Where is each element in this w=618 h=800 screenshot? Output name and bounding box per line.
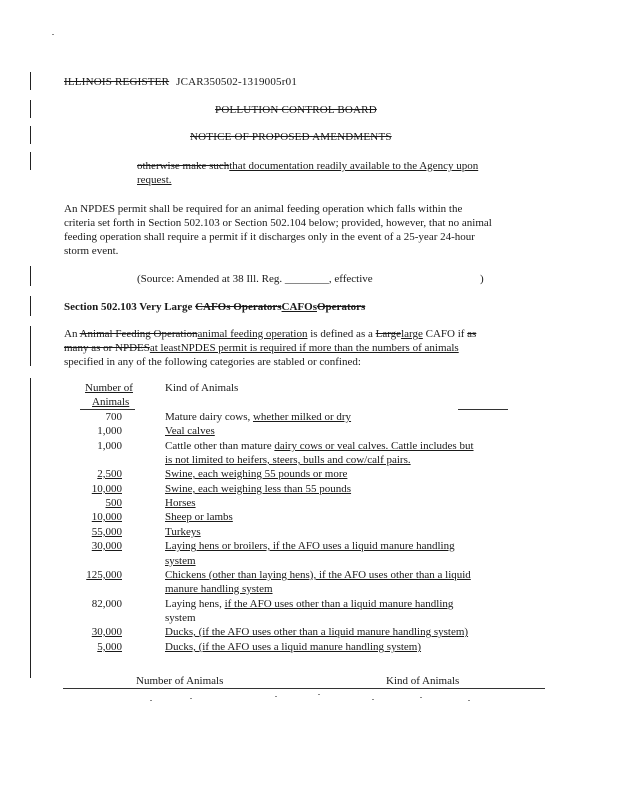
intro-line-2: request. — [137, 174, 172, 186]
npdes-line-2: criteria set forth in Section 502.103 or Section 502.104 below; provided, however, that no animal — [64, 217, 492, 229]
def-mid: is defined as a — [307, 328, 376, 340]
change-bar — [30, 72, 31, 90]
scan-speck — [52, 34, 54, 35]
section-number: Section 502.103 Very Large — [64, 301, 196, 313]
npdes-line-1: An NPDES permit shall be required for an animal feeding operation which falls within the — [64, 203, 463, 215]
row-number: 2,500 — [97, 468, 122, 480]
header-rule-left — [80, 409, 135, 410]
row-kind-underlined: Sheep or lambs — [165, 511, 233, 523]
change-bar — [30, 326, 31, 366]
row-number: 1,000 — [97, 440, 122, 452]
source-note — [137, 273, 373, 286]
footer-rule — [63, 688, 545, 689]
scan-speck — [150, 700, 152, 701]
row-kind — [165, 626, 515, 639]
change-bar — [30, 378, 31, 678]
section-tail: Operators — [317, 301, 366, 313]
row-kind-underlined: Swine, each weighing less than 55 pounds — [165, 483, 352, 495]
row-kind — [165, 526, 515, 539]
row-kind — [165, 454, 515, 467]
intro-line-1 — [137, 160, 478, 173]
change-bar — [30, 126, 31, 144]
col-number-header-2: Animals — [92, 396, 130, 408]
row-number: 55,000 — [91, 526, 122, 538]
col-kind-header: Kind of Animals — [165, 382, 239, 394]
scan-speck — [468, 700, 470, 701]
row-kind — [165, 511, 515, 524]
row-kind — [165, 583, 515, 596]
row-kind-underlined: Turkeys — [165, 526, 201, 538]
row-kind — [165, 569, 515, 582]
row-kind-underlined: whether milked or dry — [252, 411, 352, 423]
row-kind-underlined: Veal calves — [165, 425, 215, 437]
def-struck3: as — [467, 328, 477, 340]
source-prefix: (Source: Amended at 38 Ill. Reg. — [137, 273, 285, 285]
row-kind — [165, 497, 515, 510]
def-struck4: many as or NPDES — [64, 342, 150, 354]
row-kind-plain: Laying hens, — [165, 598, 225, 610]
register-header — [64, 76, 297, 89]
row-kind — [165, 468, 515, 481]
npdes-line-4: storm event. — [64, 245, 119, 257]
row-kind — [165, 411, 515, 424]
row-number: 10,000 — [91, 483, 122, 495]
row-number: 82,000 — [91, 598, 122, 610]
board-title: POLLUTION CONTROL BOARD — [215, 104, 377, 116]
row-number: 500 — [105, 497, 122, 509]
scan-speck — [275, 696, 277, 697]
row-number: 30,000 — [91, 540, 122, 552]
def-struck1: Animal Feeding Operation — [79, 328, 198, 340]
def-new3: NPDES permit is required if more than the numbers of animals — [180, 342, 459, 354]
row-kind-underlined: Ducks, (if the AFO uses a liquid manure handling system) — [165, 641, 422, 653]
scan-speck — [190, 698, 192, 699]
row-kind-underlined: Ducks, (if the AFO uses other than a liquid manure handling system) — [165, 626, 469, 638]
definition-line-3: specified in any of the following categories are stabled or confined: — [64, 356, 361, 368]
col-number-header-1: Number of — [85, 382, 133, 394]
row-kind-underlined: Swine, each weighing 55 pounds or more — [165, 468, 348, 480]
header-rule-right — [458, 409, 508, 410]
register-struck: ILLINOIS REGISTER — [64, 76, 170, 88]
row-number: 700 — [105, 411, 122, 423]
row-kind — [165, 483, 515, 496]
scan-speck — [372, 699, 374, 700]
section-new: CAFOs — [281, 301, 317, 313]
source-blank: ________ — [284, 273, 329, 285]
row-kind-underlined: Laying hens or broilers, if the AFO uses a liquid manure handling — [165, 540, 455, 552]
intro-struck: otherwise make such — [137, 160, 230, 172]
def-new2: large — [401, 328, 423, 340]
row-kind-underlined: dairy cows or veal calves. Cattle includes but — [274, 440, 474, 452]
row-kind — [165, 440, 515, 453]
row-kind-plain: Mature dairy cows, — [165, 411, 253, 423]
footer-col-number: Number of Animals — [136, 675, 224, 687]
row-kind — [165, 598, 515, 611]
notice-title: NOTICE OF PROPOSED AMENDMENTS — [190, 131, 392, 143]
row-kind — [165, 612, 515, 625]
row-kind-underlined: system — [165, 555, 196, 567]
row-kind — [165, 425, 515, 438]
section-struck: CAFOs Operators — [195, 301, 282, 313]
def-mid2: CAFO if — [422, 328, 468, 340]
intro-new: that documentation readily available to the Agency upon — [229, 160, 479, 172]
row-kind-underlined: Horses — [165, 497, 196, 509]
row-number: 1,000 — [97, 425, 122, 437]
change-bar — [30, 296, 31, 316]
row-kind-plain: Cattle other than mature — [165, 440, 275, 452]
source-close: ) — [480, 273, 484, 285]
def-struck2: Large — [375, 328, 402, 340]
section-heading — [64, 301, 365, 314]
row-kind-underlined: if the AFO uses other than a liquid manure handling — [224, 598, 454, 610]
row-number: 30,000 — [91, 626, 122, 638]
row-number: 10,000 — [91, 511, 122, 523]
row-kind — [165, 641, 515, 654]
definition-line-2 — [64, 342, 594, 355]
footer-col-kind: Kind of Animals — [386, 675, 460, 687]
register-code: JCAR350502-1319005r01 — [176, 76, 298, 88]
row-number: 125,000 — [86, 569, 122, 581]
definition-line-1 — [64, 328, 584, 341]
change-bar — [30, 152, 31, 170]
row-kind — [165, 540, 515, 553]
npdes-line-3: feeding operation shall require a permit if it discharges only in the event of a 25-year 24-hour — [64, 231, 475, 243]
def-mid3: at least — [149, 342, 181, 354]
row-kind — [165, 555, 515, 568]
def-an: An — [64, 328, 80, 340]
row-kind-underlined: Chickens (other than laying hens), if the AFO uses other than a liquid — [165, 569, 471, 581]
source-suffix: , effective — [328, 273, 373, 285]
change-bar — [30, 100, 31, 118]
row-kind-underlined: is not limited to heifers, steers, bulls and cow/calf pairs. — [165, 454, 411, 466]
row-kind-plain: system — [165, 612, 196, 624]
change-bar — [30, 266, 31, 286]
row-kind-underlined: manure handling system — [165, 583, 273, 595]
row-number: 5,000 — [97, 641, 122, 653]
scan-speck — [318, 694, 320, 695]
scan-speck — [420, 697, 422, 698]
def-new1: animal feeding operation — [197, 328, 308, 340]
